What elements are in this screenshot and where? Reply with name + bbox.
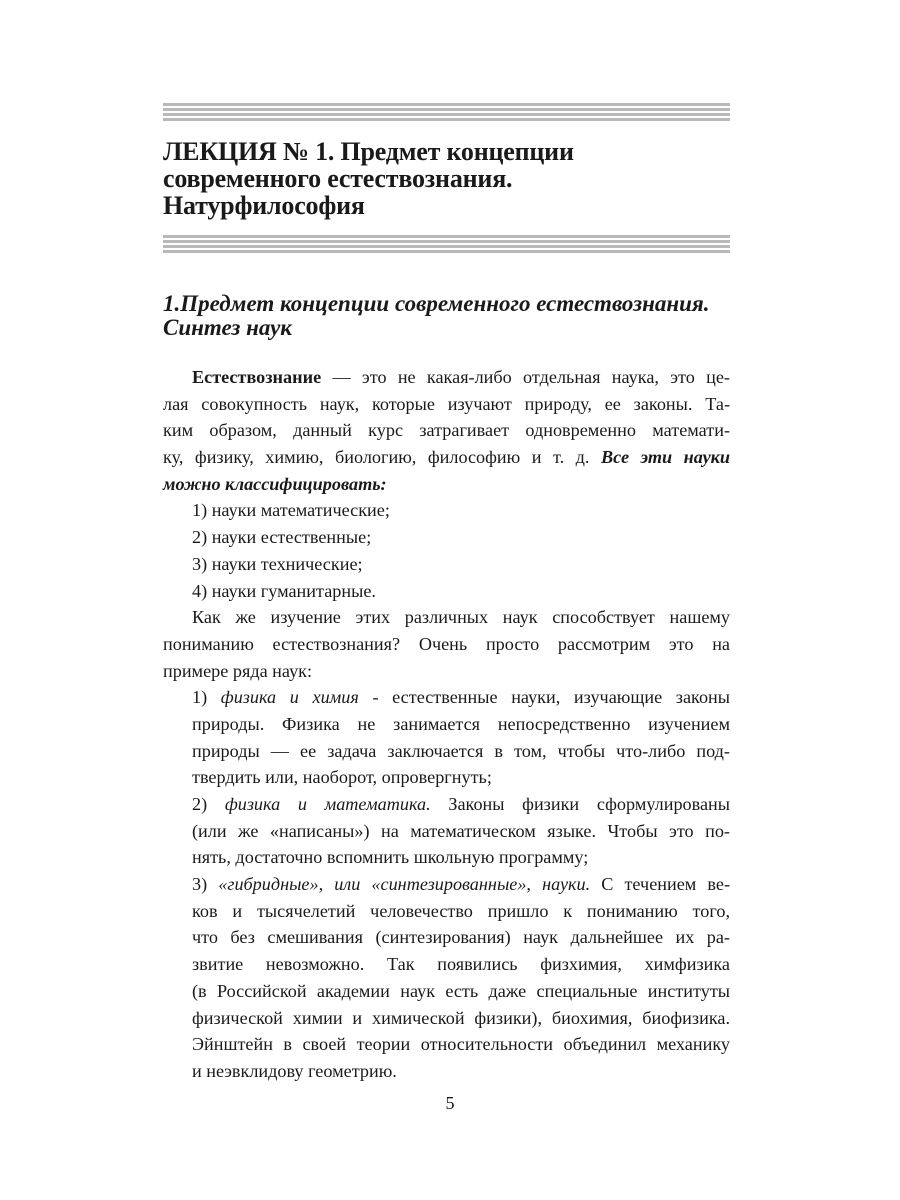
- numbered-item-line: звитие невозможно. Так появились физхимия, химфизика: [192, 954, 730, 975]
- paragraph-line: пониманию естествознания? Очень просто рассмотрим это на: [163, 633, 730, 654]
- body-text: [163, 364, 730, 1085]
- numbered-item-line: природы. Физика не занимается непосредственно изучением: [192, 713, 730, 734]
- numbered-item-line: (или же «написаны») на математическом языке. Чтобы это по-: [192, 820, 730, 841]
- term-natural-science: Естествознание: [192, 367, 322, 387]
- emphasis-classification: можно классифицировать:: [163, 473, 387, 494]
- numbered-item-line: 2) физика и математика. Законы физики сформулированы: [192, 794, 730, 814]
- paragraph-line: примере ряда наук:: [163, 660, 313, 681]
- paragraph-line: лая совокупность наук, которые изучают природу, ее законы. Та-: [163, 393, 730, 414]
- paragraph-line: ку, физику, химию, биологию, философию и т. д. Все эти науки: [163, 447, 731, 468]
- list-item: 3) науки технические;: [192, 553, 363, 574]
- numbered-item-line: Эйнштейн в своей теории относительности объединил механику: [192, 1034, 730, 1055]
- numbered-item-line: (в Российской академии наук есть даже специальные институты: [192, 980, 730, 1001]
- numbered-item-line: твердить или, наоборот, опровергнуть;: [192, 767, 492, 788]
- paragraph-line: Как же изучение этих различных наук способствует нашему: [192, 607, 730, 628]
- paragraph-line: [163, 471, 730, 498]
- emphasis-classification: Все эти науки: [601, 447, 731, 468]
- paragraph-line: Естествознание — это не какая-либо отдельная наука, это це-: [192, 367, 730, 387]
- lecture-title-line-2: современного естествознания.: [163, 164, 513, 193]
- section-title-line-1: 1.Предмет концепции современного естествознания.: [163, 291, 710, 316]
- item-term: физика и математика.: [224, 794, 431, 814]
- lecture-title: [163, 138, 743, 219]
- paragraph-line: ким образом, данный курс затрагивает одновременно математи-: [163, 420, 730, 441]
- numbered-item-line: 1) физика и химия - естественные науки, изучающие законы: [192, 687, 731, 708]
- section-title: [163, 292, 763, 340]
- list-item: 1) науки математические;: [192, 500, 390, 521]
- lecture-title-line-1: ЛЕКЦИЯ № 1. Предмет концепции: [163, 137, 574, 166]
- list-item: 4) науки гуманитарные.: [192, 580, 376, 601]
- item-term: «гибридные», или «синтезированные», науки.: [218, 874, 591, 895]
- list-item: 2) науки естественные;: [192, 527, 372, 548]
- item-term: физика и химия: [220, 687, 359, 708]
- numbered-item-line: физической химии и химической физики), биохимия, биофизика.: [192, 1007, 730, 1028]
- lecture-title-line-3: Натурфилософия: [163, 191, 365, 220]
- page-number: 5: [445, 1093, 455, 1113]
- numbered-item-line: и неэвклидову геометрию.: [192, 1060, 397, 1081]
- numbered-item-line: ков и тысячелетий человечество пришло к пониманию того,: [192, 900, 730, 921]
- bottom-decorative-rules: [163, 235, 730, 255]
- top-decorative-rules: [163, 103, 730, 123]
- numbered-item-line: нять, достаточно вспомнить школьную программу;: [192, 847, 589, 868]
- numbered-item-line: природы — ее задача заключается в том, чтобы что-либо под-: [192, 740, 730, 761]
- numbered-item-line: 3) «гибридные», или «синтезированные», науки. С течением ве-: [192, 874, 731, 895]
- section-title-line-2: Синтез наук: [163, 315, 292, 340]
- numbered-item-line: что без смешивания (синтезирования) наук дальнейшее их ра-: [192, 927, 730, 948]
